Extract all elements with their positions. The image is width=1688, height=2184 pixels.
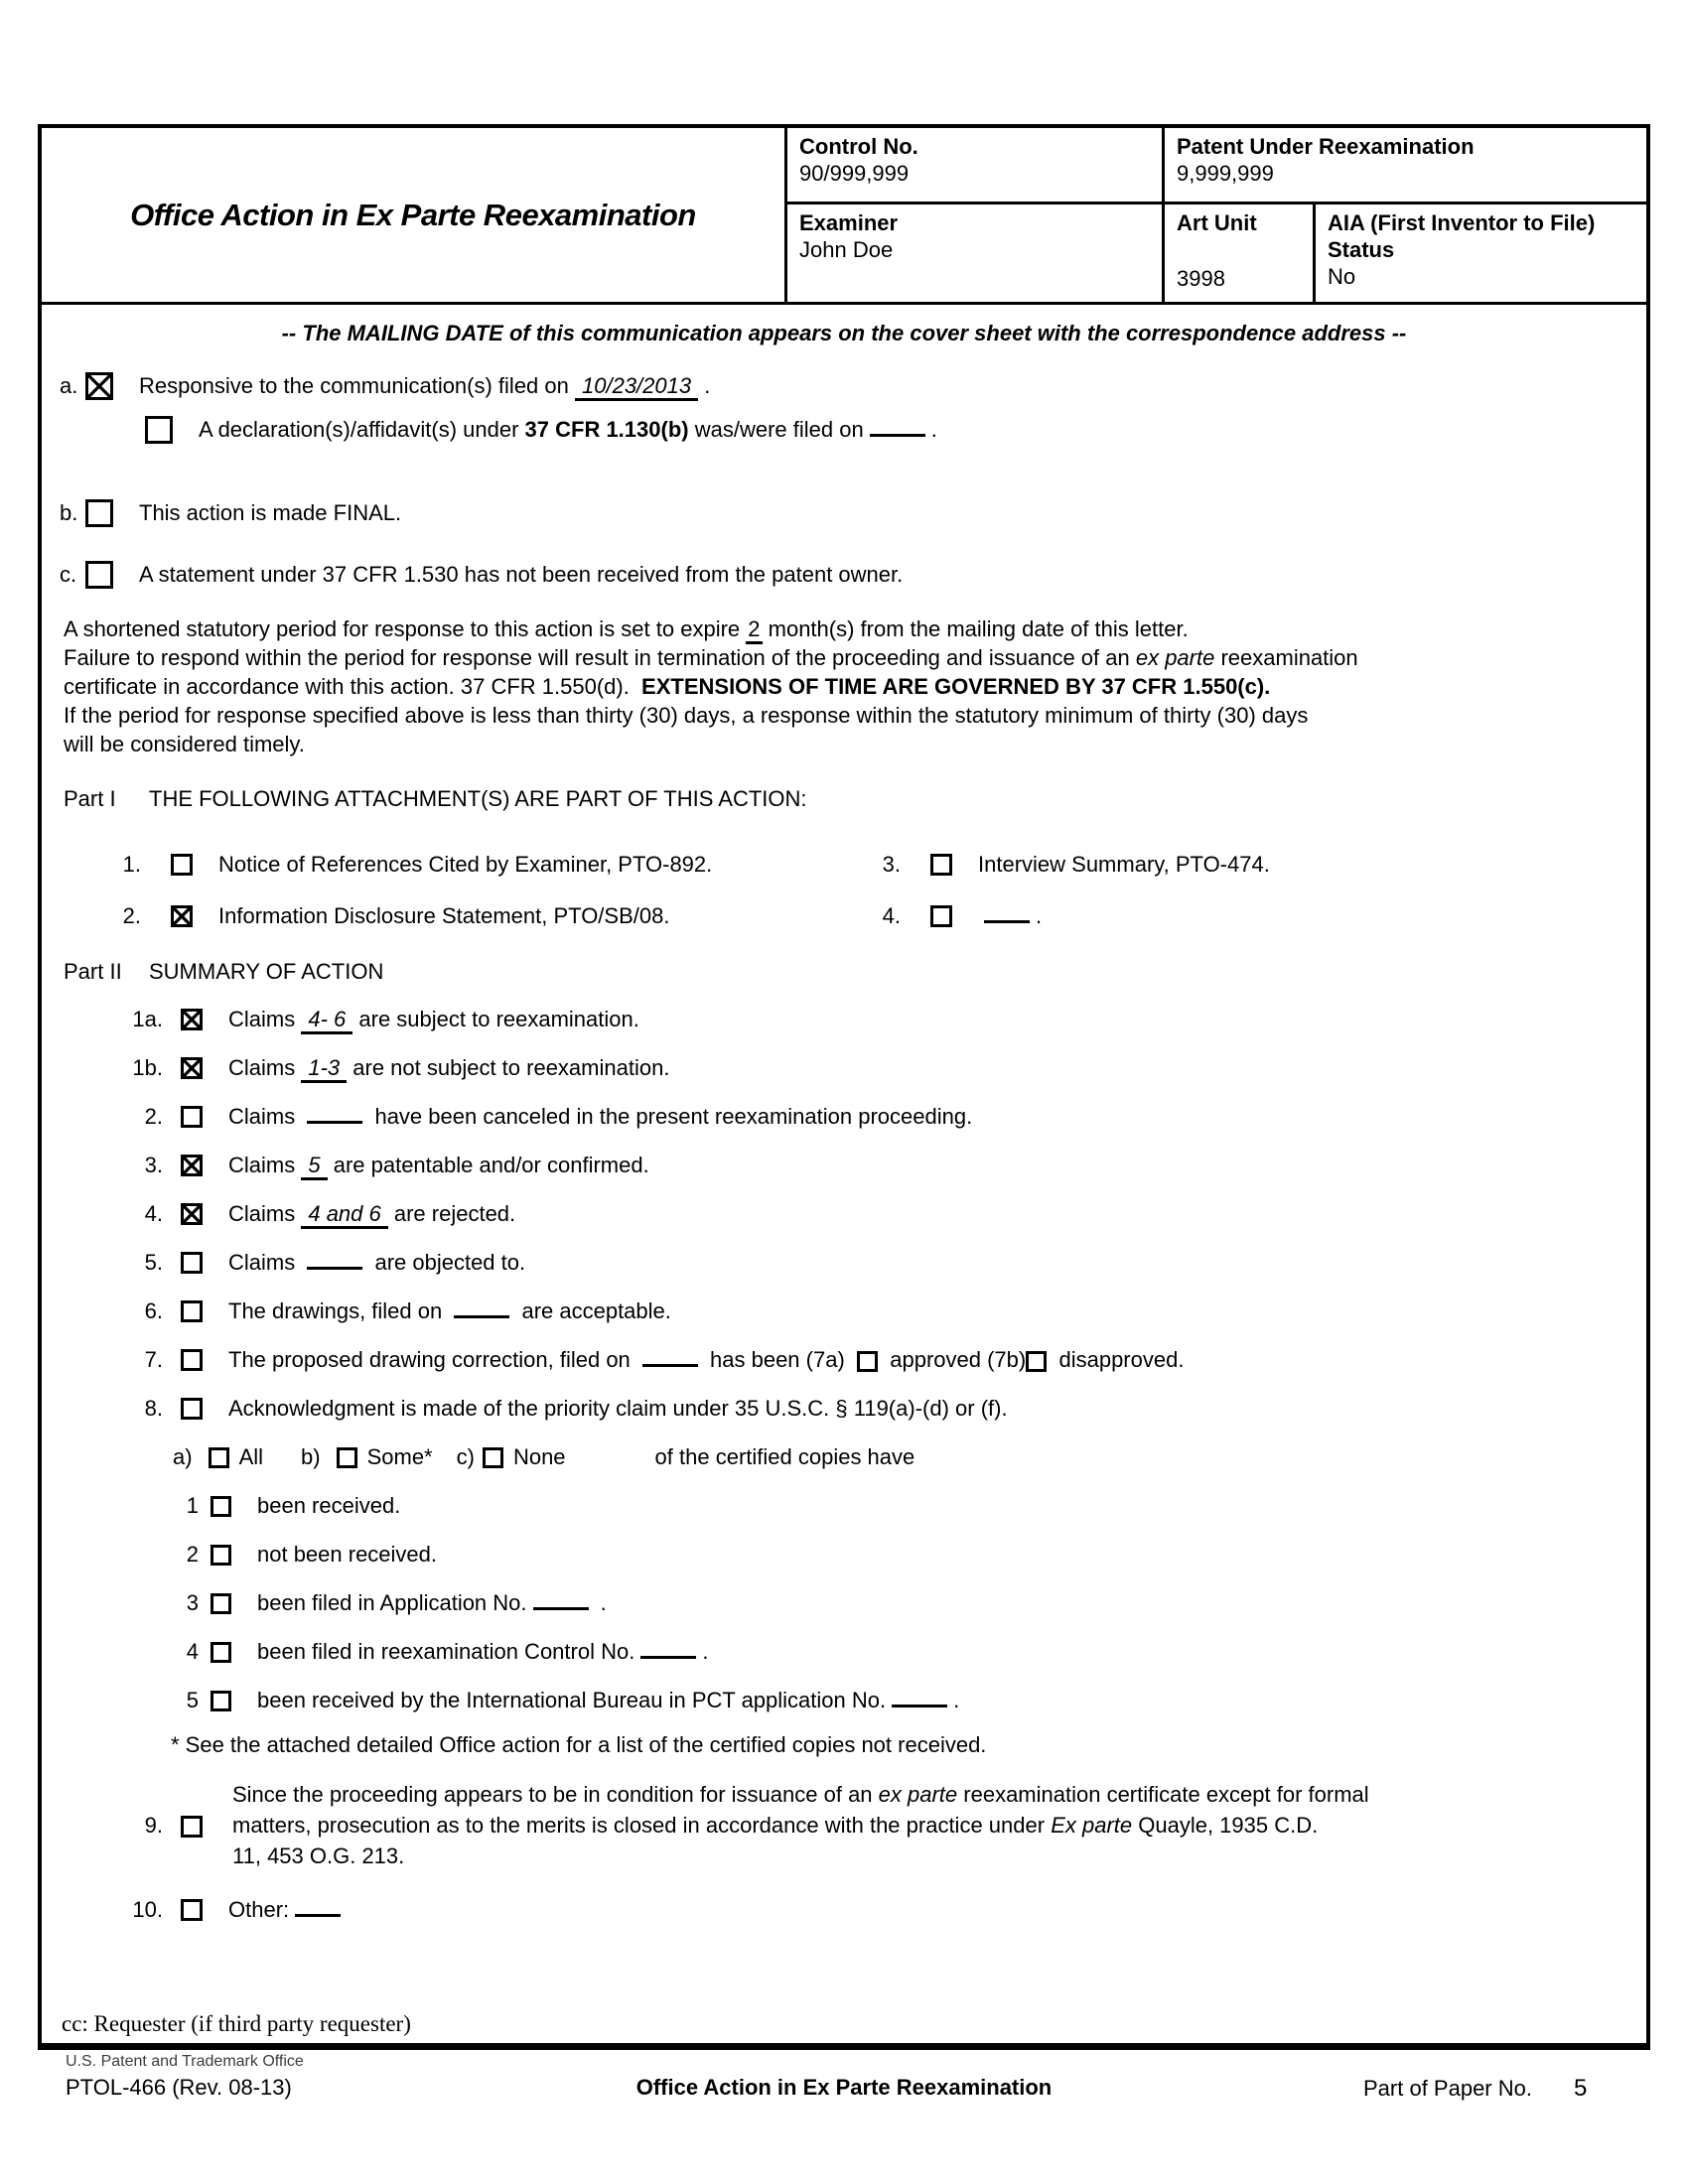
part1-item1-text: Notice of References Cited by Examiner, PTO-892.	[218, 852, 713, 877]
item-6-text: The drawings, filed on are acceptable.	[228, 1298, 671, 1323]
option-a-text: All	[238, 1444, 264, 1469]
options-tail-text: of the certified copies have	[654, 1444, 915, 1469]
part2-title: SUMMARY OF ACTION	[149, 959, 384, 984]
part1-item2	[111, 903, 871, 929]
control-no-label: Control No.	[799, 134, 918, 159]
sub3-num: 3	[186, 1590, 199, 1615]
sub4-text: been filed in reexamination Control No. .	[257, 1639, 709, 1664]
patent-under-reexam-cell	[1162, 128, 1646, 202]
form-number: PTOL-466 (Rev. 08-13)	[66, 2075, 292, 2100]
part1-item4-num: 4.	[882, 903, 901, 928]
item-a-text: Responsive to the communication(s) filed on 10/23/2013 .	[139, 373, 710, 399]
part1-item2-text: Information Disclosure Statement, PTO/SB/08.	[218, 903, 670, 928]
item-2-checkbox[interactable]	[181, 1106, 203, 1128]
paper-number-label: Part of Paper No.	[1363, 2076, 1532, 2101]
certified-copies-note: * See the attached detailed Office action for a list of the certified copies not received.	[171, 1732, 987, 1757]
item-10-num: 10.	[132, 1897, 163, 1922]
option-c-label: c)	[456, 1444, 475, 1469]
item-8-sub5	[60, 1688, 1628, 1713]
art-unit-cell	[1162, 202, 1313, 302]
item-9-checkbox[interactable]	[181, 1816, 203, 1838]
declaration-checkbox[interactable]	[145, 416, 173, 444]
item-9-num: 9.	[144, 1812, 163, 1838]
item-c-label: c.	[60, 562, 77, 587]
item-7-checkbox[interactable]	[181, 1349, 203, 1371]
item-6-blank	[454, 1299, 509, 1319]
item-10-text: Other:	[228, 1897, 347, 1923]
examiner-cell	[784, 202, 1162, 302]
form-body	[42, 321, 1646, 1923]
sub2-checkbox[interactable]	[211, 1545, 231, 1566]
summary-item-3	[60, 1153, 1628, 1178]
option-b-checkbox[interactable]	[337, 1447, 357, 1468]
form-outer-box	[38, 124, 1650, 2050]
item-8-options-row	[60, 1444, 1628, 1470]
footer-title: Office Action in Ex Parte Reexamination	[635, 2075, 1053, 2100]
item-4-checkbox[interactable]	[181, 1203, 203, 1225]
item-7-date-blank	[642, 1348, 698, 1368]
patent-value: 9,999,999	[1177, 161, 1274, 186]
item-a-row	[60, 372, 1628, 400]
months-value: 2	[746, 616, 762, 644]
examiner-value: John Doe	[799, 237, 894, 262]
part1-item3	[871, 852, 1270, 878]
sub4-num: 4	[186, 1639, 199, 1664]
item-1b-text: Claims 1-3 are not subject to reexamination.	[228, 1055, 669, 1081]
item-6-checkbox[interactable]	[181, 1300, 203, 1322]
part1-item1	[111, 852, 871, 878]
item-7b-checkbox[interactable]	[1026, 1351, 1047, 1372]
part1-item4-checkbox[interactable]	[930, 905, 952, 927]
item-a-checkbox[interactable]	[85, 372, 113, 400]
item-10-blank	[295, 1898, 341, 1918]
part1-item2-num: 2.	[122, 903, 141, 928]
form-title: Office Action in Ex Parte Reexamination	[130, 198, 696, 232]
cc-requester-line: cc: Requester (if third party requester)	[62, 2011, 411, 2036]
item-8-sub3	[60, 1590, 1628, 1616]
item-2-text: Claims have been canceled in the present reexamination proceeding.	[228, 1104, 973, 1129]
item-7-num: 7.	[144, 1347, 163, 1372]
sub1-text: been received.	[257, 1493, 401, 1518]
patent-label: Patent Under Reexamination	[1177, 134, 1475, 159]
art-unit-value: 3998	[1177, 266, 1225, 291]
item-b-label: b.	[60, 500, 78, 525]
part1-item4-text: .	[978, 903, 1042, 929]
item-1a-text: Claims 4- 6 are subject to reexamination.	[228, 1007, 639, 1032]
sub4-blank	[640, 1640, 696, 1660]
item-1a-checkbox[interactable]	[181, 1009, 203, 1030]
part1-item2-checkbox[interactable]	[171, 905, 193, 927]
filed-date-value: 10/23/2013	[575, 373, 698, 401]
item-2-num: 2.	[144, 1104, 163, 1129]
aia-status-label: AIA (First Inventor to File) Status	[1328, 210, 1596, 262]
form-title-cell	[42, 128, 784, 302]
summary-item-7	[60, 1347, 1628, 1373]
item-2-blank	[307, 1105, 362, 1125]
item-4-text: Claims 4 and 6 are rejected.	[228, 1201, 515, 1227]
claims-1a-value: 4- 6	[301, 1007, 352, 1034]
item-8-text: Acknowledgment is made of the priority claim under 35 U.S.C. § 119(a)-(d) or (f).	[228, 1396, 1008, 1421]
item-5-text: Claims are objected to.	[228, 1250, 526, 1275]
summary-item-1a	[60, 1007, 1628, 1032]
item-a-label: a.	[60, 373, 78, 398]
item-1b-checkbox[interactable]	[181, 1057, 203, 1079]
claims-1b-value: 1-3	[301, 1055, 347, 1083]
item-10-checkbox[interactable]	[181, 1899, 203, 1921]
claims-3-value: 5	[301, 1153, 327, 1180]
paper-number-block	[1363, 2075, 1587, 2103]
summary-item-1b	[60, 1055, 1628, 1081]
item-9-text: Since the proceeding appears to be in condition for issuance of an ex parte reexamination certificate except for formal matters, prosecution as to the merits is closed in accordance with the practice under Ex parte Quayle, 1935 C.D. 11, 453 O.G. 213.	[232, 1782, 1369, 1868]
aia-status-cell	[1313, 202, 1646, 302]
item-5-checkbox[interactable]	[181, 1252, 203, 1274]
part1-item3-checkbox[interactable]	[930, 854, 952, 876]
sub5-num: 5	[186, 1688, 199, 1712]
option-b-label: b)	[301, 1444, 321, 1469]
summary-item-4	[60, 1201, 1628, 1227]
summary-item-8	[60, 1396, 1628, 1422]
item-3-text: Claims 5 are patentable and/or confirmed.	[228, 1153, 649, 1178]
part1-item3-num: 3.	[882, 852, 901, 877]
item-7-text: The proposed drawing correction, filed on has been (7a) approved (7b) disapproved.	[228, 1347, 1185, 1372]
sub5-checkbox[interactable]	[211, 1691, 231, 1711]
part1-item3-text: Interview Summary, PTO-474.	[978, 852, 1270, 877]
item-8-checkbox[interactable]	[181, 1398, 203, 1420]
summary-item-10	[60, 1897, 1628, 1923]
item-5-num: 5.	[144, 1250, 163, 1275]
item-c-checkbox[interactable]	[85, 561, 113, 589]
item-b-text: This action is made FINAL.	[139, 500, 402, 525]
aia-status-value: No	[1328, 264, 1356, 289]
item-3-checkbox[interactable]	[181, 1155, 203, 1176]
option-b-text: Some*	[366, 1444, 433, 1469]
item-b-row	[60, 499, 1628, 527]
item-5-blank	[307, 1251, 362, 1271]
item-7a-checkbox[interactable]	[857, 1351, 878, 1372]
item-8-sub2	[60, 1542, 1628, 1568]
part1-header	[60, 786, 1628, 812]
paper-number-value: 5	[1573, 2075, 1588, 2102]
statutory-period-paragraph: A shortened statutory period for response to this action is set to expire 2 month(s) from the mailing date of this letter. Failure to respond within the period for response will result in termination of the proceeding and issuance of an ex parte reexamination certificate in accordance with this action. 37 CFR 1.550(d). EXTENSIONS OF TIME ARE GOVERNED BY 37 CFR 1.550(c). If the period for response specified above is less than thirty (30) days, a response within the statutory minimum of thirty (30) days will be considered timely.	[64, 616, 1358, 756]
item-3-num: 3.	[144, 1153, 163, 1177]
sub1-checkbox[interactable]	[211, 1496, 231, 1517]
sub2-num: 2	[186, 1542, 199, 1567]
part1-label: Part I	[64, 786, 116, 811]
control-no-cell	[784, 128, 1162, 202]
item-8-num: 8.	[144, 1396, 163, 1421]
item-8-sub1	[60, 1493, 1628, 1519]
summary-item-5	[60, 1250, 1628, 1276]
option-c-text: None	[512, 1444, 566, 1469]
part2-header	[60, 959, 1628, 985]
item-b-checkbox[interactable]	[85, 499, 113, 527]
summary-item-2	[60, 1104, 1628, 1130]
sub1-num: 1	[186, 1493, 199, 1518]
option-a-checkbox[interactable]	[209, 1447, 229, 1468]
item-6-num: 6.	[144, 1298, 163, 1323]
part1-row1	[60, 852, 1628, 878]
form-header-table	[42, 128, 1646, 305]
sub5-blank	[892, 1689, 947, 1708]
uspto-org-line: U.S. Patent and Trademark Office	[66, 2053, 304, 2070]
examiner-label: Examiner	[799, 210, 899, 235]
control-no-value: 90/999,999	[799, 161, 910, 186]
sub3-text: been filed in Application No. .	[257, 1590, 607, 1615]
sub5-text: been received by the International Bureau in PCT application No. .	[257, 1688, 960, 1712]
sub4-checkbox[interactable]	[211, 1642, 231, 1663]
part1-item1-checkbox[interactable]	[171, 854, 193, 876]
item-1a-num: 1a.	[132, 1007, 163, 1031]
summary-item-9	[60, 1779, 1628, 1871]
summary-item-6	[60, 1298, 1628, 1324]
part2-label: Part II	[64, 959, 122, 984]
option-c-checkbox[interactable]	[483, 1447, 503, 1468]
part1-item4-blank	[984, 904, 1030, 924]
declaration-date-blank	[870, 418, 925, 438]
sub2-text: not been received.	[257, 1542, 438, 1567]
sub3-blank	[533, 1591, 589, 1611]
mailing-date-note: -- The MAILING DATE of this communication appears on the cover sheet with the correspondence address --	[281, 321, 1407, 345]
item-1b-num: 1b.	[132, 1055, 163, 1080]
part1-title: THE FOLLOWING ATTACHMENT(S) ARE PART OF THIS ACTION:	[149, 786, 807, 811]
item-c-text: A statement under 37 CFR 1.530 has not been received from the patent owner.	[139, 562, 904, 587]
art-unit-label: Art Unit	[1177, 210, 1257, 235]
claims-4-value: 4 and 6	[301, 1201, 387, 1229]
option-a-label: a)	[173, 1444, 193, 1469]
sub3-checkbox[interactable]	[211, 1593, 231, 1614]
declaration-text: A declaration(s)/affidavit(s) under 37 CFR 1.130(b) was/were filed on .	[199, 417, 937, 442]
item-8-sub4	[60, 1639, 1628, 1665]
item-a-declaration-row	[60, 416, 1628, 444]
item-4-num: 4.	[144, 1201, 163, 1226]
item-c-row	[60, 561, 1628, 589]
part1-row2	[60, 903, 1628, 929]
part1-item4	[871, 903, 1042, 929]
part1-item1-num: 1.	[122, 852, 141, 877]
